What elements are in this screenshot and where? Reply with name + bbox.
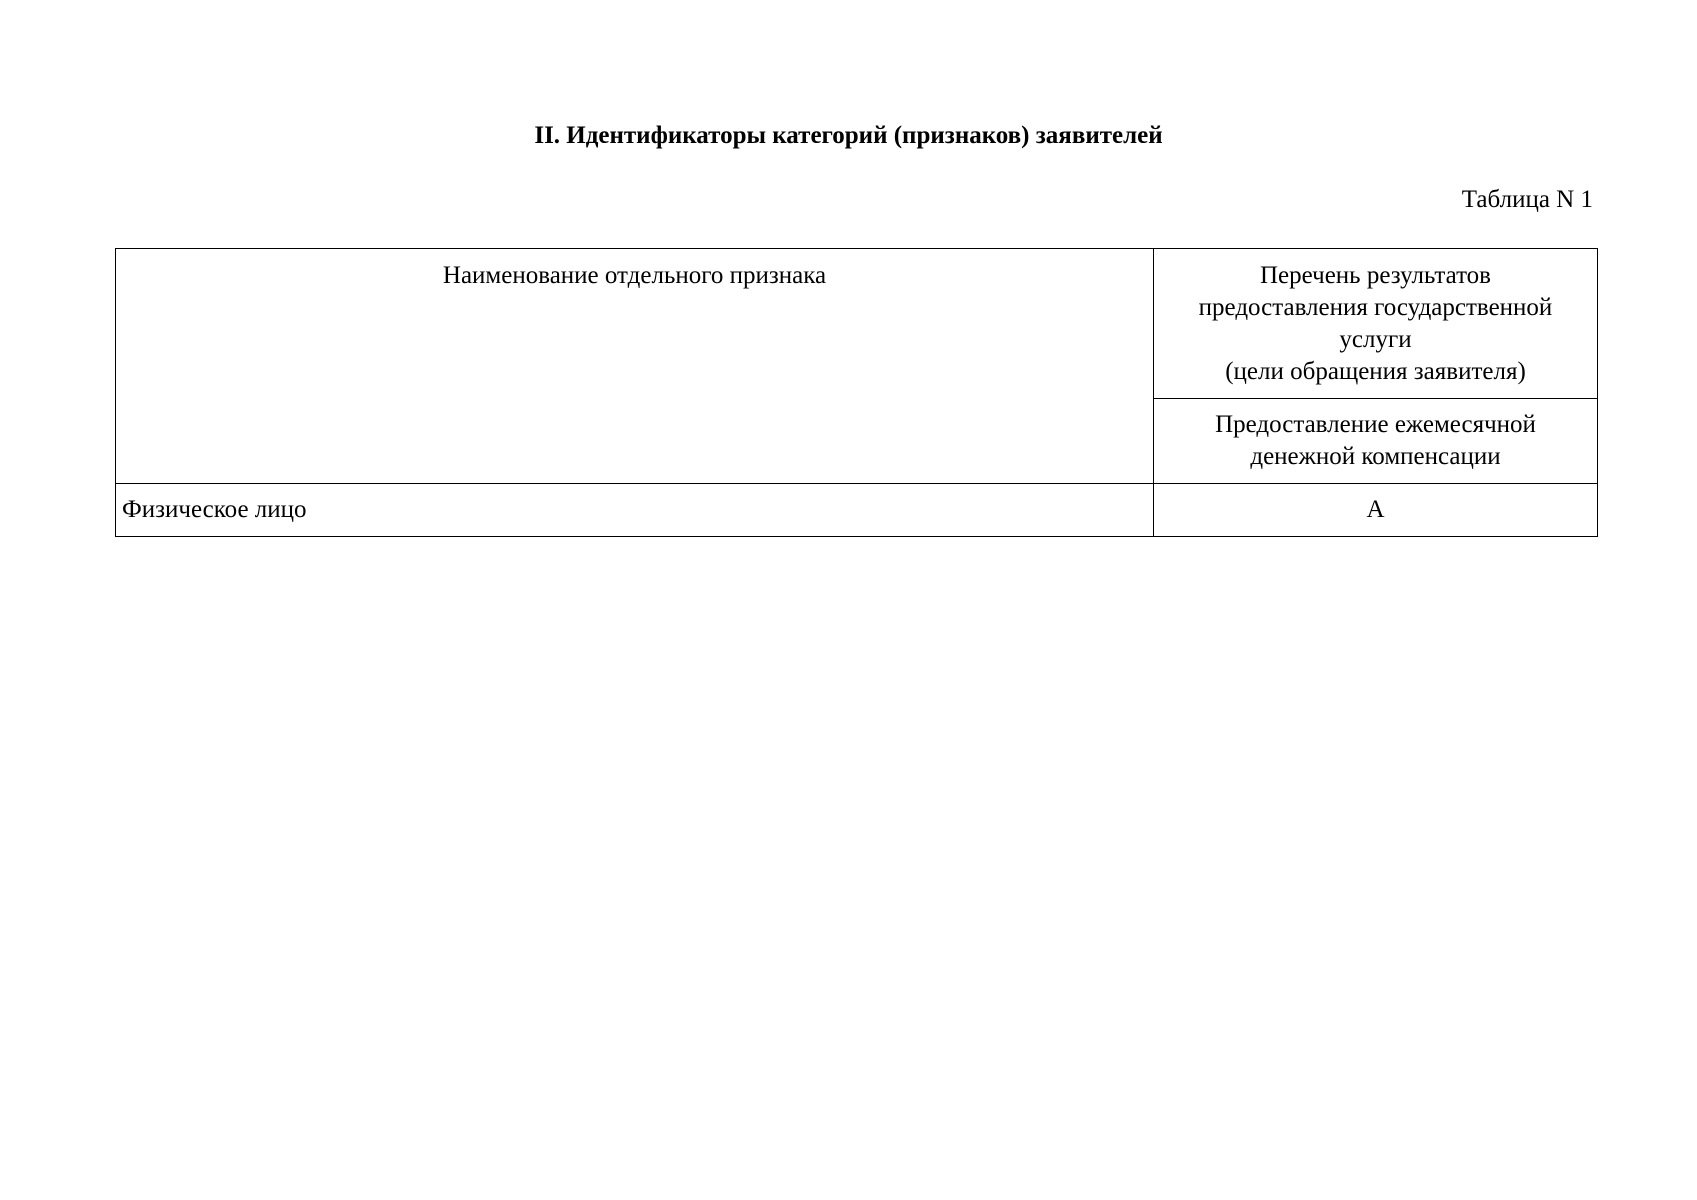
section-heading: II. Идентификаторы категорий (признаков) заявителей: [534, 122, 1163, 149]
header-results-line: Перечень результатов: [1260, 262, 1491, 289]
table-row: [116, 484, 1598, 537]
table-number-label: Таблица N 1: [1461, 186, 1593, 213]
row-cell-feature-name: Физическое лицо: [116, 484, 1154, 537]
applicant-categories-table: [115, 248, 1598, 537]
header-cell-results-list: [1154, 249, 1598, 399]
header-cell-feature-name: Наименование отдельного признака: [116, 249, 1154, 484]
table-header-row: [116, 249, 1598, 399]
header-results-line: услуги: [1339, 326, 1412, 353]
header-cell-service-result: [1154, 399, 1598, 484]
header-service-line: Предоставление ежемесячной: [1215, 411, 1536, 438]
row-cell-identifier: А: [1154, 484, 1598, 537]
header-service-line: денежной компенсации: [1250, 443, 1501, 470]
header-results-line: предоставления государственной: [1198, 294, 1553, 321]
header-results-line: (цели обращения заявителя): [1225, 358, 1526, 385]
